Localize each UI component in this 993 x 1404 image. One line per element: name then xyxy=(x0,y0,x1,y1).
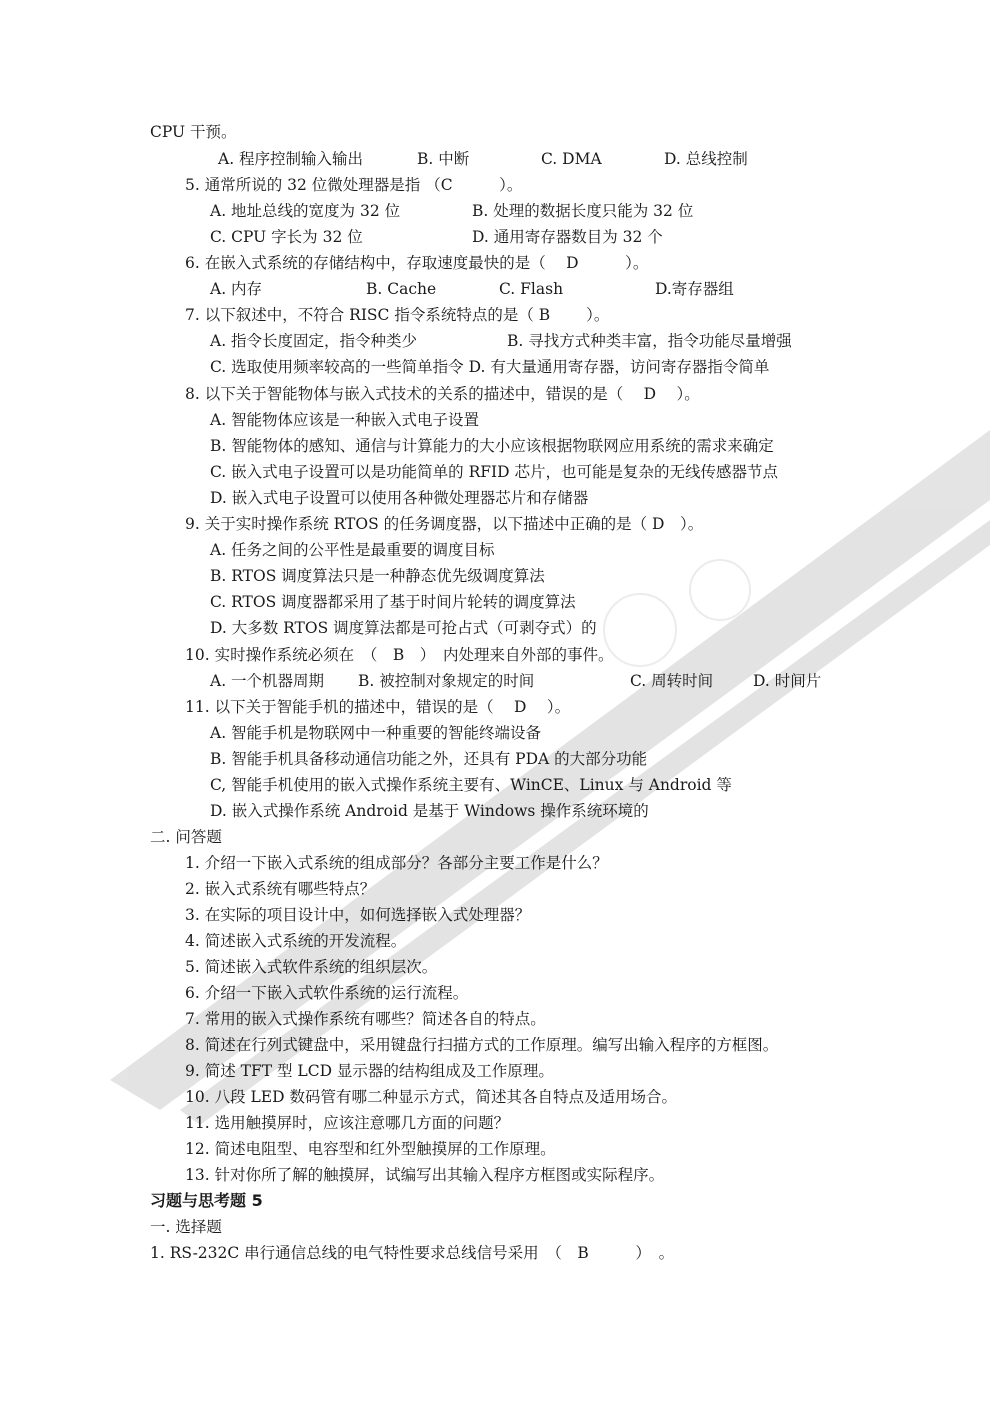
qa-item-1: 1. 介绍一下嵌入式系统的组成部分？各部分主要工作是什么？ xyxy=(185,854,608,872)
q7-options-ab xyxy=(210,331,792,351)
q10-option-a: A. 一个机器周期 xyxy=(210,672,325,690)
q11-option-b: B. 智能手机具备移动通信功能之外，还具有 PDA 的大部分功能 xyxy=(210,750,648,768)
q8-option-b: B. 智能物体的感知、通信与计算能力的大小应该根据物联网应用系统的需求来确定 xyxy=(210,437,774,455)
section-qa-title: 二. 问答题 xyxy=(150,828,222,846)
q5-option-a: A. 地址总线的宽度为 32 位 xyxy=(210,202,401,220)
q7-option-b: B. 寻找方式种类丰富，指令功能尽量增强 xyxy=(507,332,792,350)
q11-stem: 11. 以下关于智能手机的描述中，错误的是（ D ）。 xyxy=(185,698,571,716)
qa-item-9: 9. 简述 TFT 型 LCD 显示器的结构组成及工作原理。 xyxy=(185,1062,554,1080)
qa-item-3: 3. 在实际的项目设计中，如何选择嵌入式处理器？ xyxy=(185,906,531,924)
qa-item-5: 5. 简述嵌入式软件系统的组织层次。 xyxy=(185,958,438,976)
qa-item-8: 8. 简述在行列式键盘中，采用键盘行扫描方式的工作原理。编写出输入程序的方框图。 xyxy=(185,1036,779,1054)
qa-item-4: 4. 简述嵌入式系统的开发流程。 xyxy=(185,932,407,950)
q6-stem: 6. 在嵌入式系统的存储结构中，存取速度最快的是（ D ）。 xyxy=(185,254,649,272)
q9-option-c: C. RTOS 调度器都采用了基于时间片轮转的调度算法 xyxy=(210,593,576,611)
section-choice-title: 一. 选择题 xyxy=(150,1218,222,1236)
q11-option-c: C, 智能手机使用的嵌入式操作系统主要有、WinCE、Linux 与 Android 等 xyxy=(210,776,732,794)
q11-option-d: D. 嵌入式操作系统 Android 是基于 Windows 操作系统环境的 xyxy=(210,802,649,820)
qa-item-2: 2. 嵌入式系统有哪些特点？ xyxy=(185,880,376,898)
q7-option-a: A. 指令长度固定，指令种类少 xyxy=(210,332,418,350)
q9-option-b: B. RTOS 调度算法只是一种静态优先级调度算法 xyxy=(210,567,545,585)
q10-option-b: B. 被控制对象规定的时间 xyxy=(358,672,535,690)
q8-stem: 8. 以下关于智能物体与嵌入式技术的关系的描述中，错误的是（ D ）。 xyxy=(185,385,700,403)
q10-option-d: D. 时间片 xyxy=(753,672,822,690)
q10-option-c: C. 周转时间 xyxy=(630,672,714,690)
q9-option-d: D. 大多数 RTOS 调度算法都是可抢占式（可剥夺式）的 xyxy=(210,619,597,637)
exercise-5-heading: 习题与思考题 5 xyxy=(150,1191,263,1210)
q11-option-a: A. 智能手机是物联网中一种重要的智能终端设备 xyxy=(210,724,542,742)
q9-option-a: A. 任务之间的公平性是最重要的调度目标 xyxy=(210,541,495,559)
q7-options-cd: C. 选取使用频率较高的一些简单指令 D. 有大量通用寄存器，访问寄存器指令简单 xyxy=(210,358,770,376)
q4-options xyxy=(218,149,748,169)
q5-options-ab xyxy=(210,201,693,221)
rs232-question: 1. RS-232C 串行通信总线的电气特性要求总线信号采用 （ B ） 。 xyxy=(150,1244,675,1262)
q10-stem: 10. 实时操作系统必须在 （ B ） 内处理来自外部的事件。 xyxy=(185,646,614,664)
q6-option-b: B. Cache xyxy=(366,280,437,298)
q5-option-b: B. 处理的数据长度只能为 32 位 xyxy=(472,202,694,220)
q4-option-c: C. DMA xyxy=(541,150,602,168)
q6-option-d: D.寄存器组 xyxy=(655,280,734,298)
qa-item-12: 12. 简述电阻型、电容型和红外型触摸屏的工作原理。 xyxy=(185,1140,556,1158)
qa-item-10: 10. 八段 LED 数码管有哪二种显示方式，简述其各自特点及适用场合。 xyxy=(185,1088,677,1106)
qa-item-11: 11. 选用触摸屏时，应该注意哪几方面的问题？ xyxy=(185,1114,510,1132)
q5-stem: 5. 通常所说的 32 位微处理器是指 （C ）。 xyxy=(185,176,523,194)
qa-item-6: 6. 介绍一下嵌入式软件系统的运行流程。 xyxy=(185,984,469,1002)
q4-option-d: D. 总线控制 xyxy=(664,150,748,168)
q8-option-a: A. 智能物体应该是一种嵌入式电子设置 xyxy=(210,411,480,429)
q7-stem: 7. 以下叙述中，不符合 RISC 指令系统特点的是（ B ）。 xyxy=(185,306,610,324)
q6-option-c: C. Flash xyxy=(499,280,564,298)
qa-item-13: 13. 针对你所了解的触摸屏，试编写出其输入程序方框图或实际程序。 xyxy=(185,1166,665,1184)
q4-option-a: A. 程序控制输入输出 xyxy=(218,150,364,168)
q5-options-cd xyxy=(210,227,663,247)
line-cpu: CPU 干预。 xyxy=(150,123,237,141)
q8-option-c: C. 嵌入式电子设置可以是功能简单的 RFID 芯片，也可能是复杂的无线传感器节点 xyxy=(210,463,778,481)
q4-option-b: B. 中断 xyxy=(417,150,470,168)
q10-options xyxy=(210,671,821,691)
q9-stem: 9. 关于实时操作系统 RTOS 的任务调度器，以下描述中正确的是（ D ）。 xyxy=(185,515,704,533)
qa-item-7: 7. 常用的嵌入式操作系统有哪些？简述各自的特点。 xyxy=(185,1010,546,1028)
q5-option-d: D. 通用寄存器数目为 32 个 xyxy=(472,228,663,246)
q5-option-c: C. CPU 字长为 32 位 xyxy=(210,228,363,246)
q6-options xyxy=(210,279,734,299)
q8-option-d: D. 嵌入式电子设置可以使用各种微处理器芯片和存储器 xyxy=(210,489,589,507)
q6-option-a: A. 内存 xyxy=(210,280,263,298)
